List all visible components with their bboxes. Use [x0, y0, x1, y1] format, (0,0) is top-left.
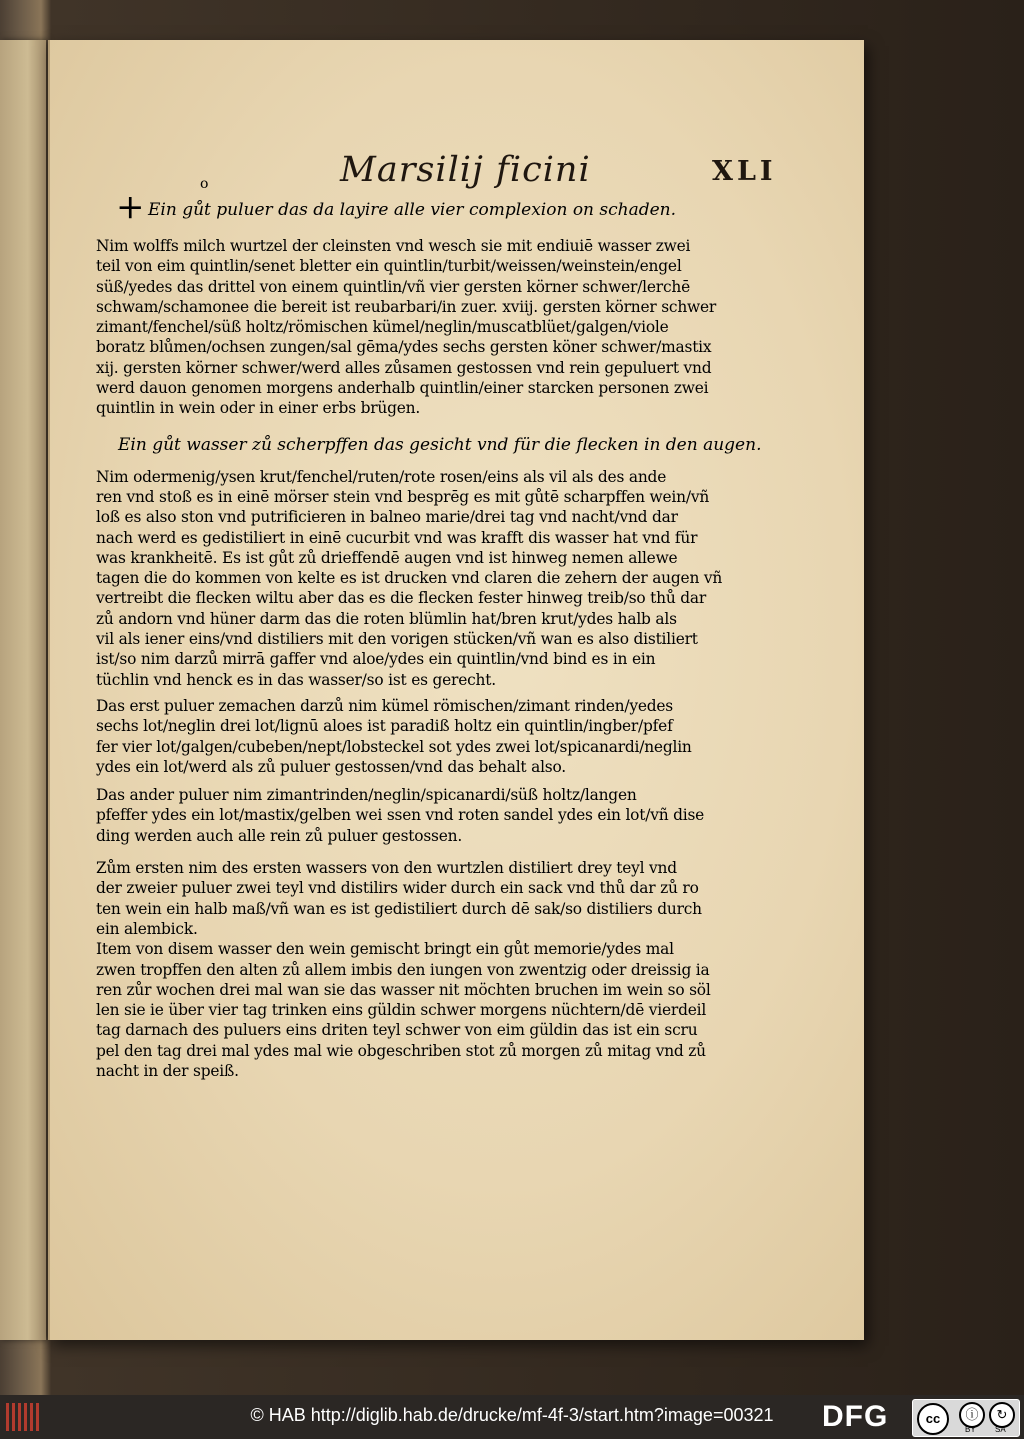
text-line: sechs lot/neglin drei lot/lignū aloes ist paradiß holtz ein quintlin/ingber/pfef	[96, 717, 673, 736]
text-line: Nim wolffs milch wurtzel der cleinsten vnd wesch sie mit endiuiē wasser zwei	[96, 237, 691, 255]
text-line: loß es also ston vnd putrificieren in balneo marie/drei tag vnd nacht/vnd dar	[96, 508, 678, 527]
viewer-footer	[0, 1395, 1024, 1439]
section-heading	[96, 196, 732, 224]
text-line: vil als iener eins/vnd distiliers mit den vorigen stücken/vñ wan es also distiliert	[96, 630, 698, 649]
text-line: schwam/schamonee die bereit ist reubarbari/in zuer. xviij. gersten körner schwer	[96, 297, 717, 316]
text-line: der zweier puluer zwei teyl vnd distilirs wider durch ein sack vnd thů dar zů ro	[96, 879, 699, 898]
text-line: tüchlin vnd henck es in das wasser/so ist es gerecht.	[96, 670, 496, 689]
text-line: ydes ein lot/werd als zů puluer gestossen/vnd das behalt also.	[96, 757, 566, 776]
text-line: boratz blůmen/ochsen zungen/sal gēma/ydes sechs gersten köner schwer/mastix	[96, 338, 712, 357]
dfg-logo: DFG	[822, 1400, 889, 1433]
folio-number: XLI	[712, 156, 777, 187]
text-line: Item von disem wasser den wein gemischt bringt ein gůt memorie/ydes mal	[96, 940, 674, 959]
sa-icon: ↻	[989, 1402, 1015, 1428]
heading-text: Ein gůt wasser zů scherpffen das gesicht vnd für die flecken in den augen.	[118, 434, 762, 455]
text-line: ding werden auch alle rein zů puluer gestossen.	[96, 826, 463, 845]
cross-mark-icon: +	[116, 187, 145, 227]
text-line: xij. gersten körner schwer/werd alles zůsamen gestossen vnd rein gepuluert vnd	[96, 358, 712, 377]
text-line: zů andorn vnd hüner darm das die roten blümlin hat/bren krut/ydes halb als	[96, 609, 677, 628]
text-line: Nim odermenig/ysen krut/fenchel/ruten/rote rosen/eins als vil als des ande	[96, 467, 667, 486]
paragraph	[96, 467, 732, 690]
text-line: fer vier lot/galgen/cubeben/nept/lobsteckel sot ydes zwei lot/spicanardi/neglin	[96, 737, 692, 756]
heading-text: Ein gůt puluer das da layire alle vier complexion on schaden.	[148, 200, 677, 220]
text-line: ten wein ein halb maß/vñ wan es ist gedistiliert durch dē sak/so distiliers durch	[96, 899, 702, 918]
text-line: ren vnd stoß es in einē mörser stein vnd besprēg es mit gůtē scharpffen wein/vñ	[96, 487, 710, 506]
paragraph	[96, 696, 732, 777]
text-line: zimant/fenchel/süß holtz/römischen kümel/neglin/muscatblüet/galgen/viole	[96, 318, 669, 337]
running-head: Marsilij ficini	[340, 150, 591, 190]
text-line: tag darnach des puluers eins driten teyl schwer von eim güldin das ist ein scru	[96, 1021, 698, 1040]
text-line: teil von eim quintlin/senet bletter ein quintlin/turbit/weissen/weinstein/engel	[96, 257, 682, 276]
printer-mark: o	[200, 176, 209, 192]
text-line: ein alembick.	[96, 919, 198, 938]
text-line: quintlin in wein oder in einer erbs brügen.	[96, 399, 421, 418]
text-line: pfeffer ydes ein lot/mastix/gelben wei ssen vnd roten sandel ydes ein lot/vñ dise	[96, 806, 705, 825]
paragraph	[96, 939, 732, 1081]
paragraph	[96, 236, 732, 419]
paragraph	[96, 785, 732, 846]
text-line: zwen tropffen den alten zů allem imbis den iungen von zwentzig oder dreissig ia	[96, 960, 710, 979]
text-line: len sie ie über vier tag trinken eins güldin schwer morgens nüchtern/dē vierdeil	[96, 1001, 707, 1020]
text-line: Das erst puluer zemachen darzů nim kümel römischen/zimant rinden/yedes	[96, 696, 673, 715]
text-line: tagen die do kommen von kelte es ist drucken vnd claren die zehern der augen vñ	[96, 569, 723, 588]
text-line: vertreibt die flecken wiltu aber das es die flecken fester hinweg treib/so thů dar	[96, 589, 707, 608]
cc-license-badge[interactable]	[912, 1399, 1020, 1437]
text-line: ist/so nim darzů mirrā gaffer vnd aloe/ydes ein quintlin/vnd bind es in ein	[96, 650, 656, 669]
page-text	[96, 196, 762, 1081]
by-icon: ⓘ	[959, 1402, 985, 1428]
text-line: nacht in der speiß.	[96, 1061, 239, 1080]
paragraph	[96, 858, 732, 939]
text-line: süß/yedes das drittel von einem quintlin/vñ vier gersten körner schwer/lerchē	[96, 277, 690, 296]
cc-icon: cc	[917, 1403, 949, 1435]
text-line: ren zůr wochen drei mal wan sie das wasser nit möchten bruchen im wein so söl	[96, 980, 711, 999]
sa-label: SA	[995, 1425, 1006, 1434]
text-line: was krankheitē. Es ist gůt zů drieffendē augen vnd ist hinweg nemen allewe	[96, 548, 678, 567]
text-line: Das ander puluer nim zimantrinden/neglin/spicanardi/süß holtz/langen	[96, 786, 637, 805]
text-line: Zům ersten nim des ersten wassers von den wurtzlen distiliert drey teyl vnd	[96, 859, 677, 878]
page-header	[302, 150, 777, 200]
by-label: BY	[965, 1425, 976, 1434]
previous-page-edge	[0, 40, 46, 1340]
text-line: werd dauon genomen morgens anderhalb quintlin/einer starcken personen zwei	[96, 379, 709, 398]
text-line: pel den tag drei mal ydes mal wie obgeschriben stot zů morgen zů mitag vnd zů	[96, 1041, 706, 1060]
text-line: nach werd es gedistiliert in einē cucurbit vnd was krafft dis wasser hat vnd für	[96, 528, 698, 547]
copyright-credit[interactable]: © HAB http://diglib.hab.de/drucke/mf-4f-3/start.htm?image=00321	[250, 1405, 774, 1425]
section-heading	[96, 431, 762, 459]
